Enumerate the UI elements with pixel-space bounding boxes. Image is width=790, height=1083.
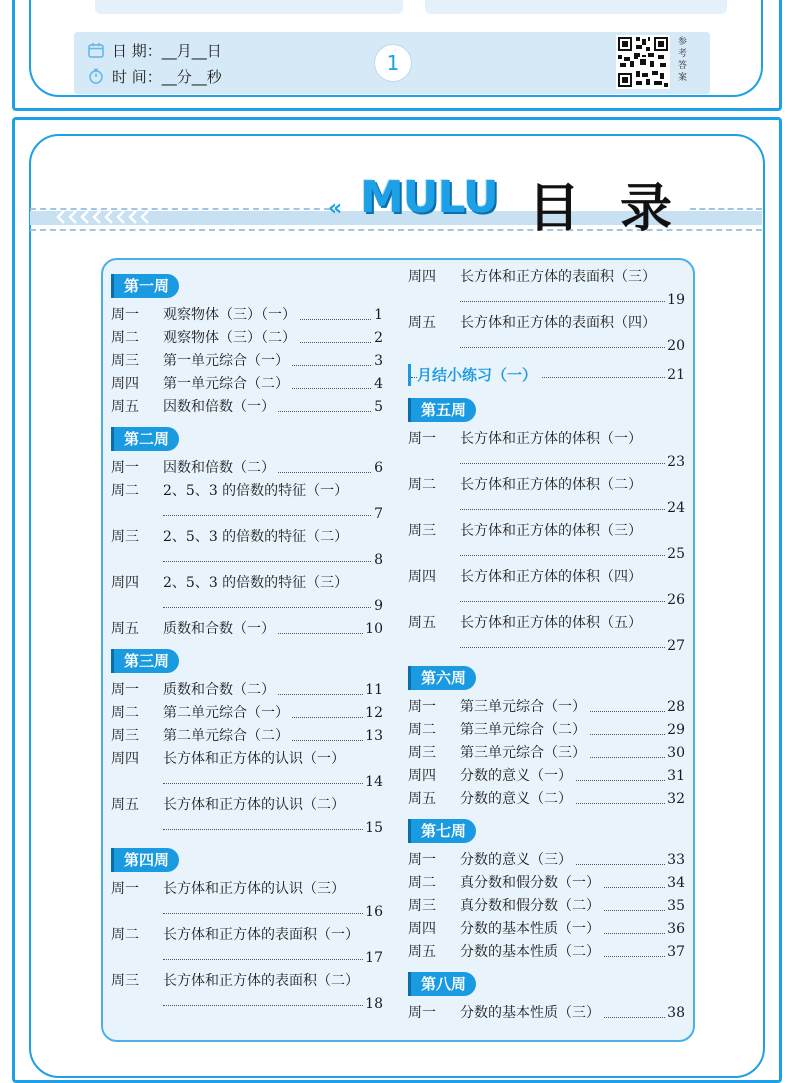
lesson-title: 长方体和正方体的表面积（三） — [460, 269, 659, 285]
weekday-label: 周三 — [111, 973, 139, 989]
toc-column-left — [111, 266, 383, 1016]
page-ref: 3 — [372, 350, 383, 373]
week-heading: 第五周 — [408, 398, 476, 422]
toc-entry[interactable] — [408, 566, 685, 612]
page-ref: 32 — [665, 788, 685, 811]
page-ref: 7 — [372, 503, 383, 526]
weekday-label: 周五 — [408, 615, 436, 631]
toc-entry[interactable] — [111, 480, 383, 526]
week-heading: 第一周 — [111, 274, 179, 298]
toc-entry[interactable] — [111, 794, 383, 840]
weekday-label: 周二 — [111, 927, 139, 943]
page-ref: 29 — [665, 719, 685, 742]
lesson-title: 分数的基本性质（二） — [460, 944, 603, 960]
toc-entry[interactable] — [408, 918, 685, 941]
leader-dots — [163, 959, 383, 960]
weekday-label: 周五 — [111, 797, 139, 813]
page-ref: 20 — [665, 335, 685, 358]
page-ref: 25 — [665, 543, 685, 566]
page-ref: 36 — [665, 918, 685, 941]
toc-entry[interactable] — [408, 742, 685, 765]
double-chevron-icon: « — [328, 196, 343, 221]
weekday-label: 周三 — [111, 353, 139, 369]
answer-label: 参考答案 — [678, 37, 688, 83]
weekday-label: 周五 — [408, 791, 436, 807]
weekday-label: 周一 — [111, 881, 139, 897]
page-ref: 8 — [372, 549, 383, 572]
week-heading: 第三周 — [111, 649, 179, 673]
week-heading: 第四周 — [111, 848, 179, 872]
toc-entry[interactable] — [111, 878, 383, 924]
lesson-title: 第三单元综合（一） — [460, 699, 589, 715]
lesson-title: 长方体和正方体的表面积（四） — [460, 315, 659, 331]
leader-dots — [460, 347, 685, 348]
page-ref: 12 — [363, 702, 383, 725]
week-heading: 第八周 — [408, 972, 476, 996]
lesson-title: 分数的意义（二） — [460, 791, 575, 807]
lesson-title: 第三单元综合（二） — [460, 722, 589, 738]
lesson-title: 真分数和假分数（二） — [460, 898, 603, 914]
weekday-label: 周一 — [111, 460, 139, 476]
weekday-label: 周二 — [111, 483, 139, 499]
weekday-label: 周四 — [111, 575, 139, 591]
page-ref: 37 — [665, 941, 685, 964]
page-ref: 26 — [665, 589, 685, 612]
page-ref: 28 — [665, 696, 685, 719]
toc-entry[interactable] — [408, 428, 685, 474]
leader-dots — [460, 601, 685, 602]
time-label: 时 间：__分__秒 — [112, 68, 222, 86]
week-heading: 第二周 — [111, 427, 179, 451]
page-ref: 5 — [372, 396, 383, 419]
weekday-label: 周二 — [111, 705, 139, 721]
page-title: 目录 — [528, 179, 713, 239]
toc-entry[interactable] — [408, 474, 685, 520]
lesson-title: 长方体和正方体的表面积（一） — [163, 927, 362, 943]
weekday-label: 周二 — [408, 722, 436, 738]
weekday-label: 周一 — [111, 682, 139, 698]
page-ref: 33 — [665, 849, 685, 872]
date-label: 日 期：__月__日 — [112, 42, 222, 60]
page-ref: 17 — [363, 947, 383, 970]
page-ref: 27 — [665, 635, 685, 658]
toc-entry[interactable] — [408, 788, 685, 811]
toc-entry[interactable] — [408, 612, 685, 658]
toc-box — [101, 258, 695, 1042]
toc-entry[interactable] — [111, 526, 383, 572]
lesson-title: 分数的基本性质（一） — [460, 921, 603, 937]
lesson-title: 长方体和正方体的体积（四） — [460, 569, 645, 585]
weekday-label: 周二 — [111, 330, 139, 346]
weekday-label: 周二 — [408, 477, 436, 493]
leader-dots — [163, 783, 383, 784]
weekday-label: 周五 — [111, 621, 139, 637]
page-ref: 35 — [665, 895, 685, 918]
toc-entry[interactable] — [111, 702, 383, 725]
page-ref: 13 — [363, 725, 383, 748]
weekday-label: 周四 — [408, 269, 436, 285]
lesson-title: 真分数和假分数（一） — [460, 875, 603, 891]
leader-dots — [460, 301, 685, 302]
weekday-label: 周五 — [408, 944, 436, 960]
toc-entry[interactable] — [408, 520, 685, 566]
lesson-title: 因数和倍数（一） — [163, 399, 278, 415]
leader-dots — [163, 515, 383, 516]
toc-entry[interactable] — [408, 696, 685, 719]
lesson-title: 长方体和正方体的认识（二） — [163, 797, 348, 813]
weekday-label: 周一 — [408, 1005, 436, 1021]
toc-column-right — [408, 266, 685, 1025]
page-ref: 11 — [363, 679, 383, 702]
lesson-title: 第一单元综合（一） — [163, 353, 292, 369]
weekday-label: 周一 — [408, 431, 436, 447]
page-ref: 4 — [372, 373, 383, 396]
toc-entry[interactable] — [111, 572, 383, 618]
toc-entry[interactable] — [111, 970, 383, 1016]
monthly-practice-entry[interactable] — [408, 364, 685, 386]
toc-entry[interactable] — [408, 266, 685, 312]
week-heading: 第六周 — [408, 666, 476, 690]
calendar-icon — [88, 42, 104, 58]
lesson-title: 分数的意义（一） — [460, 768, 575, 784]
qr-code-icon — [616, 35, 670, 89]
toc-entry[interactable] — [111, 373, 383, 396]
lesson-title: 因数和倍数（二） — [163, 460, 278, 476]
lesson-title: 第三单元综合（三） — [460, 745, 589, 761]
toc-entry[interactable] — [111, 618, 383, 641]
weekday-label: 周三 — [408, 745, 436, 761]
lesson-title: 长方体和正方体的体积（三） — [460, 523, 645, 539]
weekday-label: 周三 — [111, 728, 139, 744]
chevron-pattern-icon — [54, 208, 314, 226]
lesson-title: 长方体和正方体的认识（一） — [163, 751, 348, 767]
weekday-label: 周四 — [408, 921, 436, 937]
lesson-title: 2、5、3 的倍数的特征（二） — [163, 529, 351, 545]
leader-dots — [163, 829, 383, 830]
weekday-label: 周一 — [111, 307, 139, 323]
page-ref: 23 — [665, 451, 685, 474]
weekday-label: 周五 — [111, 399, 139, 415]
toc-entry[interactable] — [408, 719, 685, 742]
lesson-title: 长方体和正方体的表面积（二） — [163, 973, 362, 989]
weekday-label: 周三 — [408, 898, 436, 914]
page-ref: 34 — [665, 872, 685, 895]
toc-entry[interactable] — [408, 1002, 685, 1025]
lesson-title: 长方体和正方体的体积（二） — [460, 477, 645, 493]
toc-entry[interactable] — [111, 396, 383, 419]
lesson-title: 质数和合数（二） — [163, 682, 278, 698]
page-ref: 19 — [665, 289, 685, 312]
page-ref: 1 — [372, 304, 383, 327]
page-ref: 18 — [363, 993, 383, 1016]
page-ref: 10 — [363, 618, 383, 641]
time-line — [88, 66, 222, 87]
monthly-practice-label: 月结小练习（一） — [417, 366, 541, 384]
page-ref: 9 — [372, 595, 383, 618]
toc-entry[interactable] — [111, 457, 383, 480]
page-ref: 6 — [372, 457, 383, 480]
page-number: 1 — [374, 44, 412, 82]
lesson-title: 第一单元综合（二） — [163, 376, 292, 392]
page-ref: 24 — [665, 497, 685, 520]
chevron-pattern — [54, 208, 314, 226]
lesson-title: 第二单元综合（一） — [163, 705, 292, 721]
toc-entry[interactable] — [111, 924, 383, 970]
page-ref: 30 — [665, 742, 685, 765]
lesson-title: 第二单元综合（二） — [163, 728, 292, 744]
lesson-title: 分数的意义（三） — [460, 852, 575, 868]
weekday-label: 周四 — [408, 569, 436, 585]
lesson-title: 分数的基本性质（三） — [460, 1005, 603, 1021]
lesson-title: 长方体和正方体的体积（一） — [460, 431, 645, 447]
toc-entry[interactable] — [408, 872, 685, 895]
toc-entry[interactable] — [111, 304, 383, 327]
weekday-label: 周四 — [408, 768, 436, 784]
page-ref: 21 — [665, 364, 685, 386]
toc-entry[interactable] — [111, 679, 383, 702]
weekday-label: 周一 — [408, 852, 436, 868]
leader-dots — [460, 647, 685, 648]
weekday-label: 周四 — [111, 376, 139, 392]
toc-entry[interactable] — [408, 849, 685, 872]
lesson-title: 质数和合数（一） — [163, 621, 278, 637]
weekday-label: 周二 — [408, 875, 436, 891]
answer-cell-right — [425, 0, 727, 14]
answer-cell-left — [95, 0, 403, 14]
toc-entry[interactable] — [111, 327, 383, 350]
page-ref: 15 — [363, 817, 383, 840]
page-ref: 2 — [372, 327, 383, 350]
week-heading: 第七周 — [408, 819, 476, 843]
weekday-label: 周五 — [408, 315, 436, 331]
toc-entry[interactable] — [408, 941, 685, 964]
weekday-label: 周四 — [111, 751, 139, 767]
page-ref: 38 — [665, 1002, 685, 1025]
lesson-title: 观察物体（三）（一） — [163, 307, 299, 323]
leader-dots — [163, 1005, 383, 1006]
page-ref: 31 — [665, 765, 685, 788]
leader-dots — [163, 913, 383, 914]
mulu-logo: MULU — [360, 172, 498, 223]
stopwatch-icon — [88, 68, 104, 84]
leader-dots — [460, 509, 685, 510]
toc-entry[interactable] — [111, 725, 383, 748]
date-line — [88, 40, 222, 61]
weekday-label: 周三 — [408, 523, 436, 539]
toc-entry[interactable] — [111, 350, 383, 373]
weekday-label: 周三 — [111, 529, 139, 545]
info-bar — [74, 32, 710, 94]
leader-dots — [163, 607, 383, 608]
toc-entry[interactable] — [111, 748, 383, 794]
toc-entry[interactable] — [408, 895, 685, 918]
lesson-title: 2、5、3 的倍数的特征（一） — [163, 483, 351, 499]
leader-dots — [460, 463, 685, 464]
toc-entry[interactable] — [408, 312, 685, 358]
leader-dots — [163, 561, 383, 562]
weekday-label: 周一 — [408, 699, 436, 715]
lesson-title: 长方体和正方体的体积（五） — [460, 615, 645, 631]
lesson-title: 观察物体（三）（二） — [163, 330, 299, 346]
page-ref: 16 — [363, 901, 383, 924]
lesson-title: 长方体和正方体的认识（三） — [163, 881, 348, 897]
page-ref: 14 — [363, 771, 383, 794]
lesson-title: 2、5、3 的倍数的特征（三） — [163, 575, 351, 591]
leader-dots — [460, 555, 685, 556]
toc-entry[interactable] — [408, 765, 685, 788]
